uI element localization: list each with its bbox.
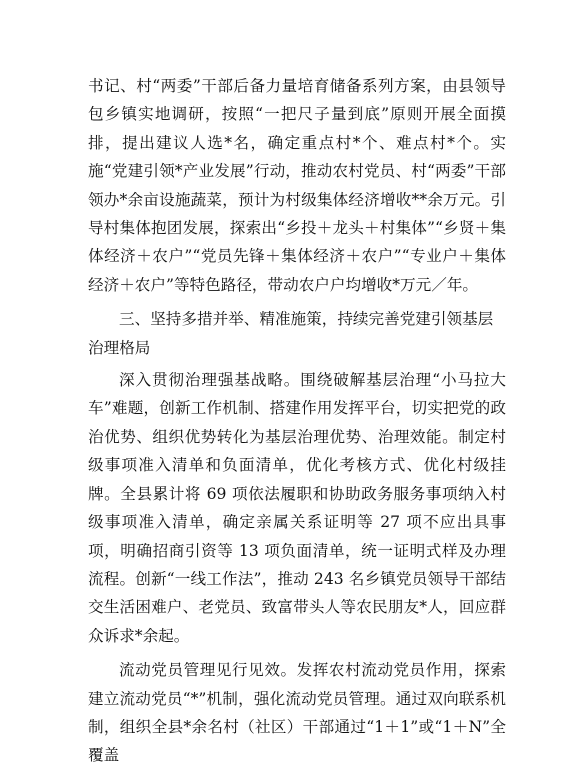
paragraph-governance: 深入贯彻治理强基战略。围绕破解基层治理“小马拉大车”难题，创新工作机制、搭建作用发挥平台，切实把党的政治优势、组织优势转化为基层治理优势、治理效能。制定村级事项准入清单和负面清单，优化考核方式、优化村级挂牌。全县累计将 69 项依法履职和协助政务服务事项纳入村级事项准入清单，确定亲属关系证明等 27 项不应出具事项，明确招商引资等 13 项负面清单，统一证明式样及办理流程。创新“一线工作法”，推动 243 名乡镇党员领导干部结交生活困难户、老党员、致富带头人等农民朋友*人，回应群众诉求*余起。 <box>88 371 506 645</box>
paragraph-mobile-party-members: 流动党员管理见行见效。发挥农村流动党员作用，探索建立流动党员“*”机制，强化流动党员管理。通过双向联系机制，组织全县*余名村（社区）干部通过“1＋1”或“1＋N”全覆盖 <box>88 661 506 765</box>
paragraph-reserve-cadres: 书记、村“两委”干部后备力量培育储备系列方案，由县领导包乡镇实地调研，按照“一把尺子量到底”原则开展全面摸排，提出建议人选*名，确定重点村*个、难点村*个。实施“党建引领*产业发展”行动，推动农村党员、村“两委”干部领办*余亩设施蔬菜，预计为村级集体经济增收**余万元。引导村集体抱团发展，探索出“乡投＋龙头＋村集体”“乡贤＋集体经济＋农户”“党员先锋＋集体经济＋农户”“专业户＋集体经济＋农户”等特色路径，带动农户户均增收*万元／年。 <box>88 77 506 294</box>
document-body <box>88 72 506 770</box>
section-heading-three: 三、坚持多措并举、精准施策，持续完善党建引领基层治理格局 <box>88 310 494 357</box>
